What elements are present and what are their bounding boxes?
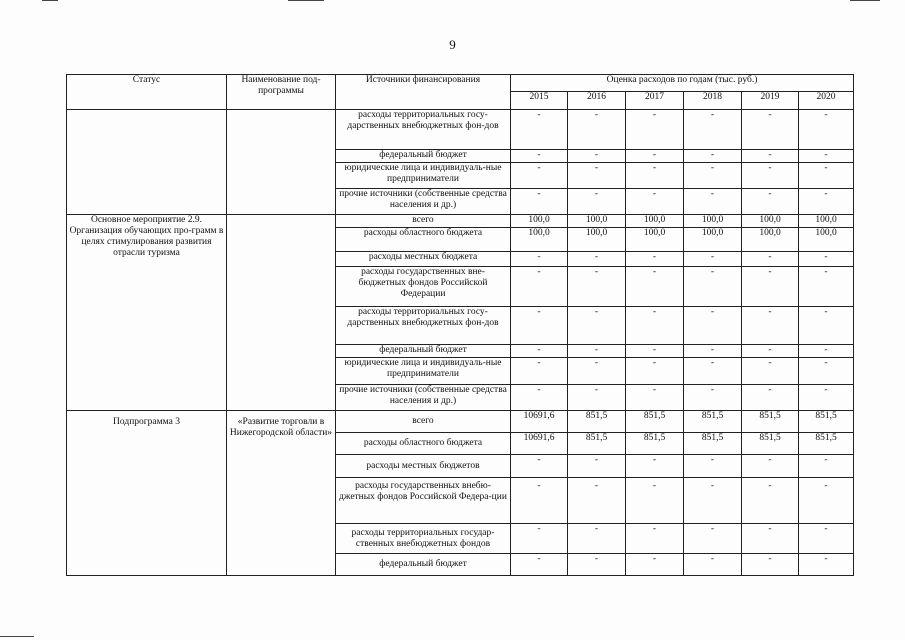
source-cell: всего bbox=[336, 215, 511, 228]
value-cell: - bbox=[742, 189, 799, 215]
value-cell: - bbox=[799, 189, 854, 215]
value-cell: - bbox=[568, 345, 626, 358]
value-cell: - bbox=[568, 267, 626, 307]
value-cell: - bbox=[684, 478, 742, 524]
value-cell: - bbox=[626, 455, 684, 478]
table-body bbox=[67, 110, 854, 576]
value-cell: - bbox=[511, 252, 568, 267]
value-cell: - bbox=[684, 163, 742, 189]
value-cell: - bbox=[684, 252, 742, 267]
source-cell: расходы государственных внебю-джетных фондов Российской Федера-ции bbox=[336, 478, 511, 524]
scan-mark-top-left bbox=[42, 0, 58, 1]
source-cell: федеральный бюджет bbox=[336, 554, 511, 576]
value-cell: 100,0 bbox=[742, 215, 799, 228]
source-cell: прочие источники (собственные средства населения и др.) bbox=[336, 385, 511, 411]
group-status-cell bbox=[67, 110, 227, 215]
source-cell: прочие источники (собственные средства населения и др.) bbox=[336, 189, 511, 215]
value-cell: - bbox=[684, 189, 742, 215]
value-cell: - bbox=[568, 385, 626, 411]
table-header bbox=[67, 75, 854, 110]
value-cell: - bbox=[799, 345, 854, 358]
value-cell: - bbox=[626, 554, 684, 576]
value-cell: - bbox=[626, 478, 684, 524]
value-cell: - bbox=[742, 455, 799, 478]
value-cell: - bbox=[511, 110, 568, 150]
value-cell: - bbox=[742, 358, 799, 385]
value-cell: - bbox=[511, 524, 568, 554]
value-cell: - bbox=[742, 345, 799, 358]
header-status: Статус bbox=[67, 75, 227, 110]
header-estimate: Оценка расходов по годам (тыс. руб.) bbox=[511, 75, 854, 92]
header-year: 2019 bbox=[742, 92, 799, 110]
value-cell: - bbox=[799, 478, 854, 524]
value-cell: - bbox=[626, 385, 684, 411]
value-cell: - bbox=[568, 110, 626, 150]
table-row bbox=[67, 110, 854, 150]
value-cell: 851,5 bbox=[626, 433, 684, 455]
header-year: 2020 bbox=[799, 92, 854, 110]
table-row bbox=[67, 215, 854, 228]
group-status-cell: Подпрограмма 3 bbox=[67, 411, 227, 576]
group-status-cell: Основное мероприятие 2.9. Организация обучающих про-грамм в целях стимулирования развития отрасли туризма bbox=[67, 215, 227, 411]
value-cell: 10691,6 bbox=[511, 411, 568, 433]
value-cell: - bbox=[799, 524, 854, 554]
value-cell: - bbox=[799, 110, 854, 150]
page-number: 9 bbox=[449, 37, 456, 52]
value-cell: - bbox=[799, 358, 854, 385]
value-cell: 100,0 bbox=[568, 215, 626, 228]
value-cell: - bbox=[799, 554, 854, 576]
value-cell: - bbox=[684, 345, 742, 358]
value-cell: 100,0 bbox=[799, 228, 854, 252]
value-cell: 100,0 bbox=[568, 228, 626, 252]
value-cell: - bbox=[568, 163, 626, 189]
scan-mark-top-right bbox=[850, 0, 880, 1]
value-cell: - bbox=[742, 163, 799, 189]
value-cell: - bbox=[511, 455, 568, 478]
value-cell: - bbox=[742, 385, 799, 411]
value-cell: - bbox=[684, 385, 742, 411]
value-cell: - bbox=[626, 150, 684, 163]
value-cell: 851,5 bbox=[799, 411, 854, 433]
header-subprogram: Наименование под-программы bbox=[227, 75, 336, 110]
header-year: 2016 bbox=[568, 92, 626, 110]
value-cell: - bbox=[511, 554, 568, 576]
header-year: 2018 bbox=[684, 92, 742, 110]
source-cell: юридические лица и индивидуаль-ные предприниматели bbox=[336, 163, 511, 189]
value-cell: - bbox=[799, 385, 854, 411]
value-cell: - bbox=[799, 455, 854, 478]
value-cell: - bbox=[684, 554, 742, 576]
value-cell: - bbox=[568, 478, 626, 524]
source-cell: всего bbox=[336, 411, 511, 433]
value-cell: - bbox=[511, 163, 568, 189]
value-cell: - bbox=[568, 554, 626, 576]
value-cell: - bbox=[626, 345, 684, 358]
group-subprogram-cell bbox=[227, 110, 336, 215]
source-cell: расходы местных бюджета bbox=[336, 252, 511, 267]
value-cell: - bbox=[684, 150, 742, 163]
value-cell: - bbox=[799, 252, 854, 267]
value-cell: - bbox=[626, 252, 684, 267]
value-cell: - bbox=[799, 307, 854, 345]
value-cell: 100,0 bbox=[511, 215, 568, 228]
source-cell: расходы областного бюджета bbox=[336, 433, 511, 455]
scan-mark-top-mid bbox=[288, 0, 324, 1]
value-cell: - bbox=[742, 307, 799, 345]
value-cell: 100,0 bbox=[799, 215, 854, 228]
value-cell: - bbox=[626, 524, 684, 554]
value-cell: 100,0 bbox=[626, 228, 684, 252]
header-year: 2017 bbox=[626, 92, 684, 110]
value-cell: - bbox=[799, 267, 854, 307]
value-cell: 851,5 bbox=[742, 433, 799, 455]
value-cell: - bbox=[511, 385, 568, 411]
value-cell: 100,0 bbox=[684, 215, 742, 228]
source-cell: расходы местных бюджетов bbox=[336, 455, 511, 478]
source-cell: расходы областного бюджета bbox=[336, 228, 511, 252]
value-cell: - bbox=[511, 358, 568, 385]
funding-table bbox=[66, 74, 854, 576]
value-cell: 10691,6 bbox=[511, 433, 568, 455]
value-cell: - bbox=[568, 307, 626, 345]
value-cell: - bbox=[626, 267, 684, 307]
value-cell: - bbox=[684, 307, 742, 345]
value-cell: - bbox=[568, 524, 626, 554]
value-cell: - bbox=[511, 307, 568, 345]
value-cell: - bbox=[511, 267, 568, 307]
value-cell: - bbox=[684, 358, 742, 385]
value-cell: 851,5 bbox=[568, 433, 626, 455]
value-cell: - bbox=[684, 267, 742, 307]
value-cell: - bbox=[742, 267, 799, 307]
value-cell: - bbox=[568, 150, 626, 163]
value-cell: - bbox=[742, 110, 799, 150]
source-cell: расходы территориальных госу-дарственных внебюджетных фон-дов bbox=[336, 110, 511, 150]
value-cell: 851,5 bbox=[568, 411, 626, 433]
value-cell: - bbox=[799, 150, 854, 163]
header-sources: Источники финансирования bbox=[336, 75, 511, 110]
value-cell: - bbox=[684, 455, 742, 478]
source-cell: расходы территориальных государ-ственных внебюджетных фондов bbox=[336, 524, 511, 554]
value-cell: - bbox=[568, 189, 626, 215]
value-cell: 851,5 bbox=[742, 411, 799, 433]
value-cell: 100,0 bbox=[742, 228, 799, 252]
value-cell: - bbox=[511, 478, 568, 524]
value-cell: 100,0 bbox=[626, 215, 684, 228]
value-cell: - bbox=[742, 252, 799, 267]
value-cell: 100,0 bbox=[511, 228, 568, 252]
value-cell: 851,5 bbox=[684, 411, 742, 433]
scan-mark-bottom-left bbox=[0, 636, 34, 637]
group-subprogram-cell bbox=[227, 215, 336, 411]
value-cell: - bbox=[511, 345, 568, 358]
value-cell: - bbox=[626, 189, 684, 215]
value-cell: 851,5 bbox=[626, 411, 684, 433]
value-cell: - bbox=[568, 455, 626, 478]
value-cell: - bbox=[511, 189, 568, 215]
value-cell: - bbox=[684, 524, 742, 554]
value-cell: - bbox=[626, 163, 684, 189]
value-cell: 851,5 bbox=[684, 433, 742, 455]
value-cell: - bbox=[742, 554, 799, 576]
table-row bbox=[67, 411, 854, 433]
value-cell: - bbox=[568, 252, 626, 267]
value-cell: - bbox=[684, 110, 742, 150]
source-cell: юридические лица и индивидуаль-ные предприниматели bbox=[336, 358, 511, 385]
value-cell: - bbox=[799, 163, 854, 189]
source-cell: федеральный бюджет bbox=[336, 150, 511, 163]
source-cell: расходы территориальных госу-дарственных внебюджетных фон-дов bbox=[336, 307, 511, 345]
value-cell: - bbox=[626, 307, 684, 345]
value-cell: - bbox=[742, 478, 799, 524]
value-cell: - bbox=[742, 150, 799, 163]
group-subprogram-cell: «Развитие торговли в Нижегородской области» bbox=[227, 411, 336, 576]
value-cell: - bbox=[626, 358, 684, 385]
header-year: 2015 bbox=[511, 92, 568, 110]
source-cell: расходы государственных вне-бюджетных фондов Российской Федерации bbox=[336, 267, 511, 307]
value-cell: 100,0 bbox=[684, 228, 742, 252]
value-cell: - bbox=[626, 110, 684, 150]
value-cell: - bbox=[511, 150, 568, 163]
source-cell: федеральный бюджет bbox=[336, 345, 511, 358]
value-cell: - bbox=[568, 358, 626, 385]
value-cell: 851,5 bbox=[799, 433, 854, 455]
value-cell: - bbox=[742, 524, 799, 554]
